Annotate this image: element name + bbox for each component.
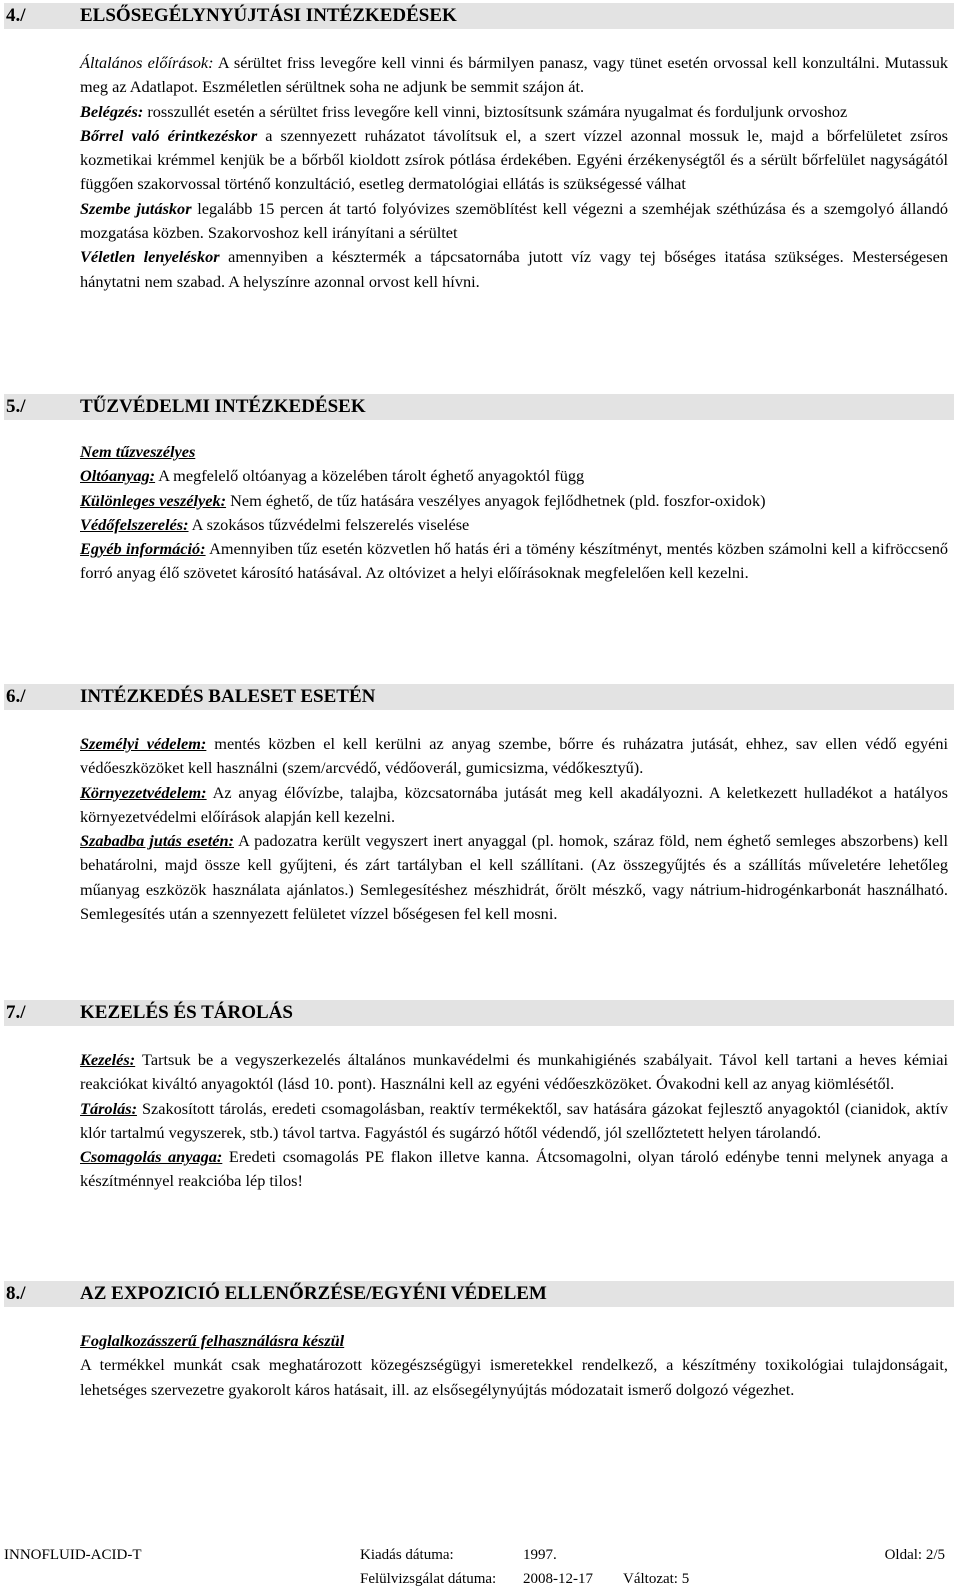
footer-review-label: Felülvizsgálat dátuma: [360, 1571, 497, 1587]
swallow-label: Véletlen lenyeléskor [80, 247, 220, 267]
general-text: A sérültet friss levegőre kell vinni és bármilyen panasz, vagy tünet esetén orvossal kell konzultálni. Mutassuk meg az Adatlapot. Eszméletlen sérültnek soha ne adjunk be semmit szájon át. [80, 53, 949, 97]
use-paragraph: A termékkel munkát csak meghatározott közegészségügyi ismeretekkel rendelkező, a készítmény toxikológiai tulajdonságait, lehetséges szervezetre gyakorolt káros hatásait, ill. az elsősegélynyújtás módozatait ismerő dolgozó végezhet. [80, 1355, 948, 1399]
personal-paragraph [80, 732, 948, 781]
section-7 [0, 1000, 960, 1194]
personal-text: mentés közben el kell kerülni az anyag szembe, bőrre és ruházatra jutását, ehhez, sav ellen védő egyéni védőeszközöket kell használni (szem/arcvédő, védőoverál, gumicsizma, védőkesztyű). [80, 734, 948, 778]
other-info-label: Egyéb információ: [80, 539, 206, 559]
footer-review-value: 2008-12-17 [523, 1571, 593, 1587]
packaging-paragraph [80, 1145, 948, 1194]
swallow-text: amennyiben a késztermék a tápcsatornába jutott víz vagy tej bőséges itatása szükséges. Mesterségesen hánytatni nem szabad. A helyszínre azonnal orvost kell hívni. [80, 247, 948, 291]
release-paragraph [80, 829, 948, 926]
skin-label: Bőrrel való érintkezéskor [80, 125, 258, 145]
section-8-number: 8./ [6, 1283, 26, 1304]
footer-version: Változat: 5 [623, 1571, 690, 1587]
section-6 [0, 684, 960, 926]
section-8-title: AZ EXPOZICIÓ ELLENŐRZÉSE/EGYÉNI VÉDELEM [80, 1283, 547, 1304]
equipment-label: Védőfelszerelés: [80, 514, 189, 534]
eye-label: Szembe jutáskor [80, 198, 192, 218]
section-5-title: TŰZVÉDELMI INTÉZKEDÉSEK [80, 396, 366, 417]
section-8 [0, 1281, 960, 1402]
section-6-number: 6./ [6, 686, 26, 707]
inhalation-label: Belégzés: [80, 101, 144, 121]
use-label: Foglalkozásszerű felhasználásra készül [80, 1331, 345, 1350]
handling-label: Kezelés: [80, 1050, 136, 1069]
section-4-title: ELSŐSEGÉLYNYÚJTÁSI INTÉZKEDÉSEK [80, 5, 457, 26]
hazard-label: Különleges veszélyek: [80, 490, 227, 510]
environment-text: Az anyag élővízbe, talajba, közcsatornába jutását meg kell akadályozni. A keletkezett hulladékot a hatályos környezetvédelmi előírások alapján kell kezelni. [80, 782, 948, 826]
hazard-paragraph [80, 489, 948, 513]
skin-text: a szennyezett ruházatot távolítsuk el, a szert vízzel azonnal mossuk le, majd a bőrfelületet zsíros kozmetikai krémmel kenjük be a bőrből kioldott zsírok pótlása érdekében. Egyéni érzékenységtől és a sérült bőrfelület nagyságától függően szakorvossal történő konzultáció, esetleg dermatológiai ellátás is szükségessé válhat [80, 125, 948, 194]
agent-paragraph [80, 464, 948, 488]
swallow-paragraph [80, 245, 948, 294]
handling-text: Tartsuk be a vegyszerkezelés általános munkavédelmi és munkahigiénés szabályait. Távol kell tartani a heves kémiai reakciókat kiváltó anyagoktól (lásd 10. pont). Használni kell az egyéni védőeszközöket. Óvakodni kell az anyag kiömlésétől. [80, 1050, 948, 1094]
section-6-heading [4, 684, 954, 710]
section-4-body [80, 51, 948, 294]
section-4-heading [4, 3, 954, 29]
eye-paragraph [80, 197, 948, 246]
packaging-label: Csomagolás anyaga: [80, 1147, 223, 1167]
release-label: Szabadba jutás esetén: [80, 831, 234, 851]
section-8-body [80, 1329, 948, 1402]
handling-paragraph [80, 1048, 948, 1097]
section-5 [0, 394, 960, 586]
other-info-paragraph [80, 537, 948, 586]
footer-page: Oldal: 2/5 [884, 1547, 945, 1563]
footer-issue-value: 1997. [523, 1547, 557, 1563]
agent-label: Oltóanyag: [80, 466, 156, 486]
equipment-paragraph [80, 513, 948, 537]
use-heading [80, 1329, 948, 1353]
equipment-text: A szokásos tűzvédelmi felszerelés viselése [188, 514, 470, 534]
section-7-heading [4, 1000, 954, 1026]
section-7-body [80, 1048, 948, 1194]
release-text: A padozatra került vegyszert inert anyaggal (pl. homok, száraz föld, nem éghető semleges abszorbens) kell behatárolni, majd össze kell gyűjteni, és zárt tartályban el kell szállítani. (Az összegyűjtés és a szállítás műveletére lehetőleg műanyag eszközök használata ajánlatos.) Semlegesítéshez mészhidrát, őrölt mészkő, vagy nátrium-hidrogénkarbonát használható. Semlegesítés után a szennyezett felületet vízzel bőségesen fel kell mosni. [80, 831, 948, 924]
footer-product: INNOFLUID-ACID-T [4, 1547, 142, 1563]
inhalation-text: rosszullét esetén a sérültet friss levegőre kell vinni, biztosítsunk számára nyugalmat és forduljunk orvoshoz [143, 101, 848, 121]
section-4-number: 4./ [6, 5, 26, 26]
hazard-text: Nem éghető, de tűz hatására veszélyes anyagok fejlődhetnek (pld. foszfor-oxidok) [226, 490, 766, 510]
environment-paragraph [80, 781, 948, 830]
section-8-heading [4, 1281, 954, 1307]
section-4 [0, 3, 960, 294]
storage-text: Szakosított tárolás, eredeti csomagolásban, reaktív termékektől, sav hatására gázokat fejlesztő anyagoktól (cianidok, aktív klór tartalmú vegyszerek, stb.) távol tartva. Fagyástól és sugárzó hőtől védendő, jól szellőztetett helyen tárolandó. [80, 1098, 948, 1142]
section-5-body [80, 440, 948, 586]
section-5-number: 5./ [6, 396, 26, 417]
section-6-body [80, 732, 948, 926]
eye-text: legalább 15 percen át tartó folyóvizes szemöblítést kell végezni a szemhéjak széthúzása és a szemgolyó állandó mozgatása közben. Szakorvoshoz kell irányítani a sérültet [80, 198, 948, 243]
skin-paragraph [80, 124, 948, 197]
packaging-text: Eredeti csomagolás PE flakon illetve kanna. Átcsomagolni, olyan tároló edénybe tenni melynek anyaga a készítménnyel reakcióba lép tilos! [80, 1147, 948, 1191]
inhalation-paragraph [80, 100, 948, 124]
section-7-title: KEZELÉS ÉS TÁROLÁS [80, 1002, 293, 1023]
environment-label: Környezetvédelem: [80, 782, 207, 802]
flammability-paragraph [80, 440, 948, 464]
general-label: Általános előírások: [80, 53, 214, 72]
section-5-heading [4, 394, 954, 420]
general-paragraph [80, 51, 948, 100]
footer-issue-label: Kiadás dátuma: [360, 1547, 454, 1563]
agent-text: A megfelelő oltóanyag a közelében tárolt éghető anyagoktól függ [155, 466, 585, 486]
section-7-number: 7./ [6, 1002, 26, 1023]
section-6-title: INTÉZKEDÉS BALESET ESETÉN [80, 686, 376, 707]
storage-label: Tárolás: [80, 1098, 137, 1118]
personal-label: Személyi védelem: [80, 734, 207, 753]
flammability-label: Nem tűzveszélyes [80, 442, 196, 461]
storage-paragraph [80, 1097, 948, 1146]
other-info-text: Amennyiben tűz esetén közvetlen hő hatás éri a tömény készítményt, mentés közben számolni kell a kifröccsenő forró anyag élő szövetet károsító hatásával. Az oltóvizet a helyi előírásoknak megfelelően kell kezelni. [80, 539, 948, 583]
